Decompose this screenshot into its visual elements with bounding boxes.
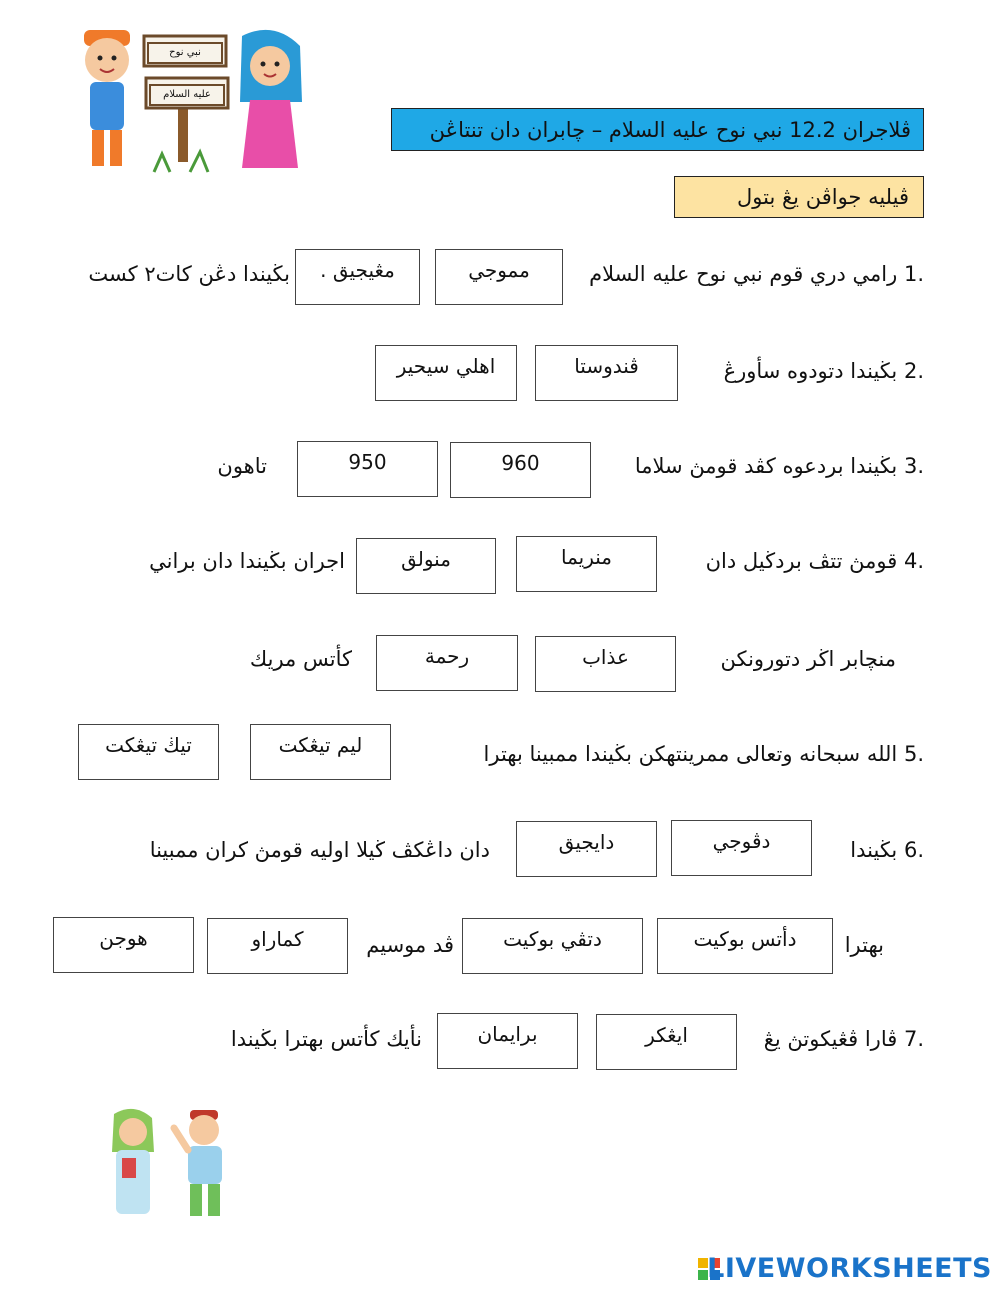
- brand-name: LIVEWORKSHEETS: [707, 1253, 992, 1284]
- q5-option-a[interactable]: ليم تيڠكت: [250, 724, 391, 780]
- q4b-text-right: منچابر اڬر دتورونكن: [720, 647, 896, 671]
- q2-option-b[interactable]: اهلي سيحير: [375, 345, 517, 401]
- q2-text-right: .2 بڬيندا دتودوه سأورڠ: [723, 359, 924, 383]
- q6-text-right: .6 بڬيندا: [850, 838, 924, 862]
- q4b-option-a[interactable]: عذاب: [535, 636, 676, 692]
- q4b-option-b[interactable]: رحمة: [376, 635, 518, 691]
- q7-text-left: نأيك كأتس بهترا بڬيندا: [230, 1027, 422, 1051]
- q6b-option-c[interactable]: كماراو: [207, 918, 348, 974]
- q2-option-a[interactable]: ڤندوستا: [535, 345, 678, 401]
- q5-text-right: .5 الله سبحانه وتعالى ممرينتهكن بڬيندا ممبينا بهترا: [483, 742, 924, 766]
- q1-option-a[interactable]: مموجي: [435, 249, 563, 305]
- q4-text-right: .4 قومڽ تتڤ بردڬيل دان: [705, 549, 924, 573]
- q6b-option-b[interactable]: دتڤي بوكيت: [462, 918, 643, 974]
- q7-text-right: .7 ڤارا ڤڠيكوتڽ يڠ: [763, 1027, 924, 1051]
- q1-text-right: .1 رامي دري قوم نبي نوح عليه السلام: [589, 262, 924, 286]
- q6b-option-d[interactable]: هوجن: [53, 917, 194, 973]
- instruction-text: ڤيليه جواڤن يڠ بتول: [737, 185, 909, 209]
- q6-text-left: دان داڠكڤ ڬيلا اوليه قومڽ كران ممبينا: [149, 838, 490, 862]
- q6-option-a[interactable]: دڤوجي: [671, 820, 812, 876]
- q1-option-b[interactable]: مڠيجيق .: [295, 249, 420, 305]
- q7-option-a[interactable]: ايڠكر: [596, 1014, 737, 1070]
- q6-option-b[interactable]: دايجيق: [516, 821, 657, 877]
- q6b-text-right: بهترا: [844, 933, 884, 957]
- kids-waving-illustration: [94, 1104, 244, 1224]
- worksheet-title: [391, 108, 924, 151]
- footer-illustration: [94, 1104, 244, 1224]
- title-text: ڤلاجران 12.2 نبي نوح عليه السلام – چابران دان تنتاڠن: [429, 117, 911, 142]
- q5-option-b[interactable]: تيڬ تيڠكت: [78, 724, 219, 780]
- q4-text-left: اجران بڬيندا دان براني: [149, 549, 345, 573]
- q3-text-right: .3 بڬيندا بردعوه كڤد قومڽ سلاما: [634, 454, 924, 478]
- q3-option-a[interactable]: 960: [450, 442, 591, 498]
- q7-option-b[interactable]: برايمان: [437, 1013, 578, 1069]
- sign-bottom: عليه السلام: [149, 84, 225, 106]
- q6b-option-a[interactable]: دأتس بوكيت: [657, 918, 833, 974]
- q3-option-b[interactable]: 950: [297, 441, 438, 497]
- q4b-text-left: كأتس مريك: [249, 647, 352, 671]
- q3-text-left: تاهون: [217, 454, 267, 478]
- q1-text-left: بڬيندا دڠن كات٢ كست: [88, 262, 290, 286]
- q6b-text-mid: ڤد موسيم: [366, 933, 454, 957]
- q4-option-b[interactable]: منولق: [356, 538, 496, 594]
- sign-top: نبي نوح: [147, 42, 223, 64]
- instruction-box: [674, 176, 924, 218]
- q4-option-a[interactable]: منريما: [516, 536, 657, 592]
